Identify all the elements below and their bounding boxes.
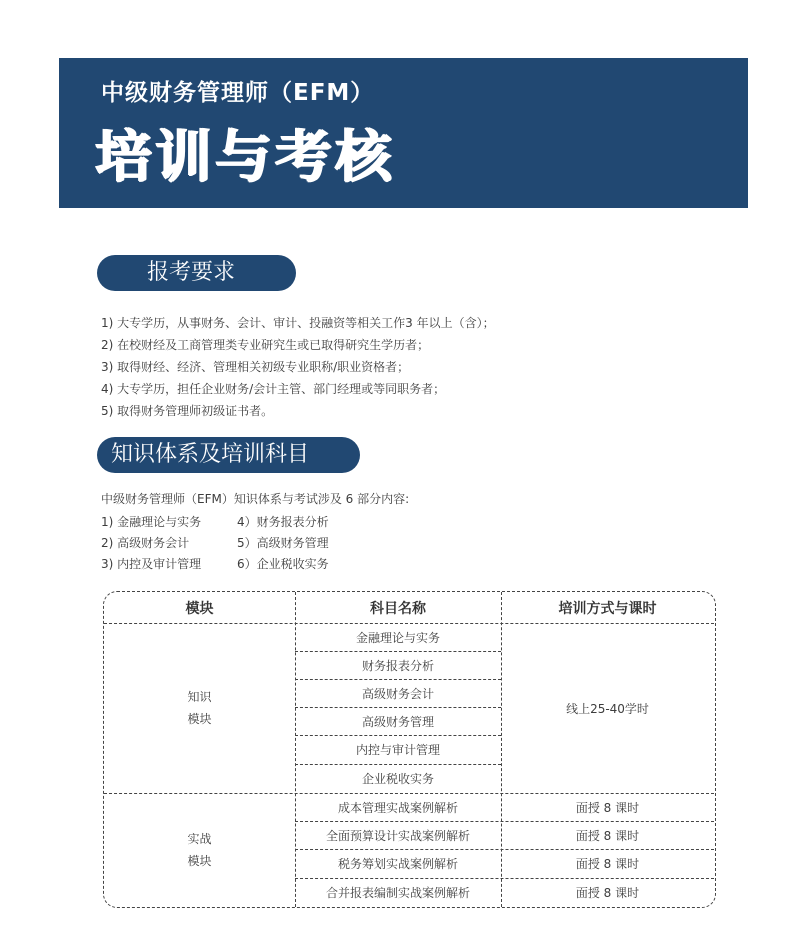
- requirement-item: 1) 大专学历，从事财务、会计、审计、投融资等相关工作3 年以上（含）；: [101, 316, 495, 330]
- banner-subtitle: 中级财务管理师（EFM）: [101, 80, 375, 106]
- section-heading-knowledge: 知识体系及培训科目: [97, 437, 360, 473]
- subject-row: [101, 554, 329, 575]
- table-cell-subject: 成本管理实战案例解析: [337, 800, 458, 815]
- requirement-item: 5) 取得财务管理师初级证书者。: [101, 404, 274, 418]
- banner-title: 培训与考核: [95, 125, 395, 190]
- table-cell-subject: 高级财务会计: [361, 686, 434, 701]
- table-cell-subject: 金融理论与实务: [355, 630, 440, 645]
- module-label: 实战 模块: [187, 832, 212, 868]
- header-banner: [59, 58, 748, 208]
- table-header-subject: 科目名称: [370, 600, 426, 617]
- table-cell-subject: 企业税收实务: [361, 772, 434, 786]
- table-cell-subject: 财务报表分析: [361, 658, 434, 673]
- module-practice: [104, 793, 295, 907]
- subject-item: 2) 高级财务会计: [101, 536, 190, 550]
- subject-item: 3) 内控及审计管理: [101, 557, 202, 571]
- table-cell-subject: 税务筹划实战案例解析: [337, 857, 458, 871]
- subject-row: [101, 512, 329, 533]
- table-cell-subject: 全面预算设计实战案例解析: [325, 828, 470, 843]
- knowledge-intro: 中级财务管理师（EFM）知识体系与考试涉及 6 部分内容:: [101, 492, 410, 506]
- requirement-item: 3) 取得财经、经济、管理相关初级专业职称/职业资格者；: [101, 360, 410, 374]
- table-cell-method: 线上25-40学时: [566, 701, 649, 716]
- subject-row: [101, 533, 329, 554]
- table-cell-subject: 高级财务管理: [361, 714, 434, 729]
- training-table: [103, 591, 716, 908]
- module-knowledge: [104, 623, 295, 793]
- table-cell-method: 面授 8 课时: [575, 800, 640, 815]
- table-cell-method: 面授 8 课时: [575, 857, 640, 871]
- table-header-module: 模块: [185, 600, 214, 617]
- table-cell-method: 面授 8 课时: [575, 828, 640, 843]
- subject-item: 4）财务报表分析: [237, 515, 329, 529]
- table-cell-method: 面授 8 课时: [575, 886, 640, 900]
- requirement-item: 4) 大专学历，担任企业财务/会计主管、部门经理或等同职务者；: [101, 382, 446, 396]
- subject-item: 1) 金融理论与实务: [101, 515, 202, 529]
- table-cell-subject: 内控与审计管理: [355, 743, 440, 757]
- requirement-item: 2) 在校财经及工商管理类专业研究生或已取得研究生学历者；: [101, 338, 430, 352]
- module-label: 知识 模块: [187, 690, 212, 726]
- subject-item: 5）高级财务管理: [237, 536, 329, 550]
- table-header-method: 培训方式与课时: [558, 600, 657, 617]
- requirements-list: [101, 312, 495, 422]
- subject-item: 6）企业税收实务: [237, 557, 329, 571]
- section-heading-requirements: 报考要求: [97, 255, 296, 291]
- table-cell-subject: 合并报表编制实战案例解析: [325, 886, 470, 900]
- subject-list: [101, 512, 329, 575]
